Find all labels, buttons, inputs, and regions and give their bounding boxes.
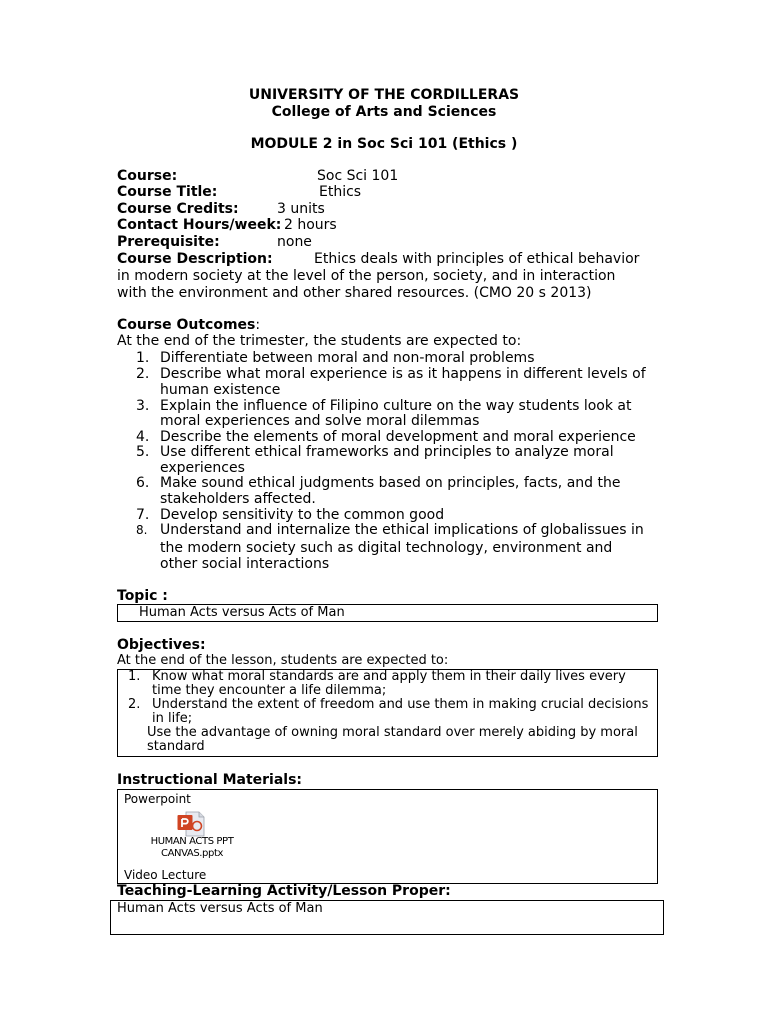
course-outcomes-title: Course Outcomes xyxy=(117,317,256,333)
course-title-label: Course Title: xyxy=(117,184,218,200)
list-number: 1. xyxy=(128,669,141,684)
course-title-value: Ethics xyxy=(319,184,362,200)
course-label: Course: xyxy=(117,168,178,184)
list-text: Develop sensitivity to the common good xyxy=(160,507,445,523)
lesson-box xyxy=(110,900,664,935)
video-lecture-label: Video Lecture xyxy=(124,868,207,882)
list-number: 2. xyxy=(136,366,150,382)
course-description-line: Ethics deals with principles of ethical behavior xyxy=(314,251,640,267)
module-title: MODULE 2 in Soc Sci 101 (Ethics ) xyxy=(250,136,518,152)
course-credits-label: Course Credits: xyxy=(117,201,239,217)
objectives-intro: At the end of the lesson, students are expected to: xyxy=(117,653,449,668)
course-description-line: in modern society at the level of the person, society, and in interaction xyxy=(117,268,616,284)
list-number: 7. xyxy=(136,507,150,523)
list-text: Know what moral standards are and apply them in their daily lives every xyxy=(152,669,626,684)
topic-heading: Topic : xyxy=(117,588,168,604)
list-text: in life; xyxy=(152,711,193,726)
list-text: Differentiate between moral and non-moral problems xyxy=(160,350,535,366)
list-number: 5. xyxy=(136,444,150,460)
powerpoint-file-icon[interactable] xyxy=(177,811,205,837)
list-text: Understand and internalize the ethical implications of globalissues in xyxy=(160,522,644,538)
list-text: Make sound ethical judgments based on principles, facts, and the xyxy=(160,475,621,491)
course-description-line: with the environment and other shared resources. (CMO 20 s 2013) xyxy=(117,285,592,301)
list-text: Use different ethical frameworks and principles to analyze moral xyxy=(160,444,614,460)
course-outcomes-intro: At the end of the trimester, the students are expected to: xyxy=(117,333,522,349)
list-number: 1. xyxy=(136,350,150,366)
list-text: stakeholders affected. xyxy=(160,491,316,507)
list-number: 2. xyxy=(128,697,141,712)
list-text: the modern society such as digital technology, environment and xyxy=(160,540,613,556)
list-text: Describe the elements of moral development and moral experience xyxy=(160,429,636,445)
topic-box xyxy=(117,604,658,622)
prerequisite-label: Prerequisite: xyxy=(117,234,220,250)
objectives-extra-line: Use the advantage of owning moral standard over merely abiding by moral xyxy=(147,725,638,740)
list-number: 6. xyxy=(136,475,150,491)
objectives-extra-line: standard xyxy=(147,739,205,754)
contact-hours-label: Contact Hours/week: xyxy=(117,217,282,233)
list-number: 8. xyxy=(136,523,148,537)
course-credits-value: 3 units xyxy=(277,201,325,217)
lesson-heading: Teaching-Learning Activity/Lesson Proper: xyxy=(117,883,451,899)
list-text: time they encounter a life dilemma; xyxy=(152,683,387,698)
materials-heading: Instructional Materials: xyxy=(117,772,303,788)
list-text: moral experiences and solve moral dilemmas xyxy=(160,413,480,429)
list-text: human existence xyxy=(160,382,281,398)
course-outcomes-heading xyxy=(117,317,260,334)
course-value: Soc Sci 101 xyxy=(317,168,399,184)
list-number: 3. xyxy=(136,398,150,414)
objectives-box xyxy=(117,669,658,757)
list-text: Explain the influence of Filipino culture on the way students look at xyxy=(160,398,632,414)
contact-hours-value: 2 hours xyxy=(284,217,337,233)
objectives-heading: Objectives: xyxy=(117,637,206,653)
list-text: Describe what moral experience is as it happens in different levels of xyxy=(160,366,646,382)
course-description-label: Course Description: xyxy=(117,251,273,267)
lesson-value: Human Acts versus Acts of Man xyxy=(117,901,323,916)
list-number: 4. xyxy=(136,429,150,445)
prerequisite-value: none xyxy=(277,234,312,250)
college-name: College of Arts and Sciences xyxy=(271,104,497,120)
list-text: experiences xyxy=(160,460,245,476)
university-name: UNIVERSITY OF THE CORDILLERAS xyxy=(248,87,520,103)
powerpoint-label: Powerpoint xyxy=(124,792,191,806)
list-text: other social interactions xyxy=(160,556,330,572)
topic-value: Human Acts versus Acts of Man xyxy=(139,605,345,620)
course-outcomes-colon: : xyxy=(255,317,261,333)
powerpoint-file-name[interactable]: HUMAN ACTS PPT CANVAS.pptx xyxy=(150,836,234,859)
list-text: Understand the extent of freedom and use them in making crucial decisions xyxy=(152,697,649,712)
